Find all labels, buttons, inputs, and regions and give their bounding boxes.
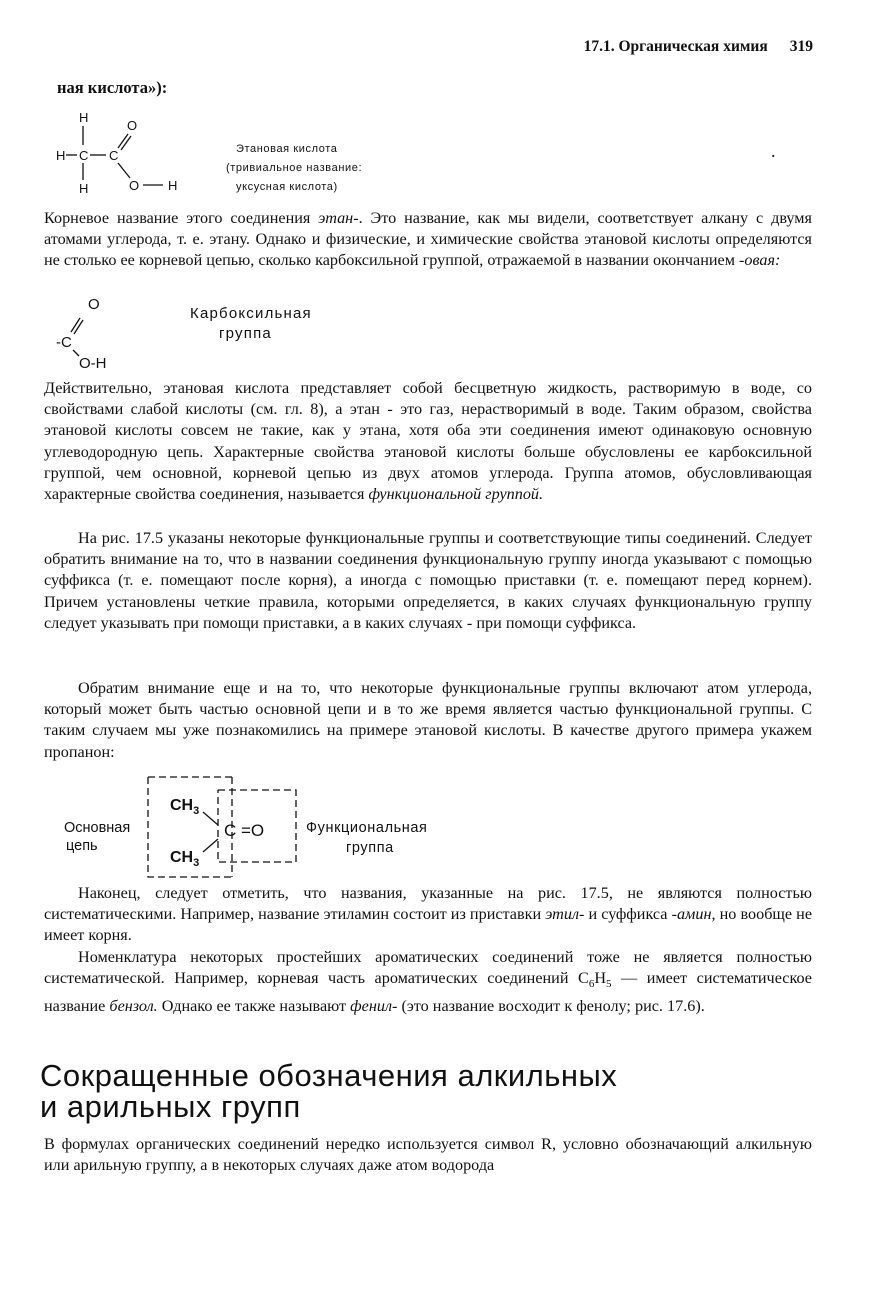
text-run: — имеет систематическое название (44, 969, 812, 1015)
carboxyl-label-line2: группа (219, 325, 272, 342)
caption-line: Этановая кислота (236, 143, 338, 155)
section-heading (40, 1060, 820, 1122)
carbonyl-group: C =O (224, 821, 265, 840)
lead-fragment: ная кислота»): (57, 78, 168, 97)
page-number: 319 (789, 38, 813, 55)
carboxyl-label-line1: Карбоксильная (190, 305, 312, 322)
bond-ch3-c-top (203, 812, 218, 825)
term-benzol: бензол. (109, 996, 158, 1015)
term-ovaya: -овая: (739, 251, 781, 270)
atom-h-hydroxyl: H (168, 178, 178, 193)
atom-o-carboxyl: O (88, 296, 100, 313)
term-amin: -амин, (671, 905, 716, 924)
text-run: но вообще не имеет корня. (44, 905, 813, 945)
term-etil: этил- (545, 905, 585, 924)
atom-c2: C (109, 148, 119, 163)
subscript: 6 (588, 978, 595, 991)
text-run: (это название восходит к фенолу; рис. 17.6). (397, 996, 705, 1015)
paragraph-not-systematic (44, 883, 812, 947)
text-run: Действительно, этановая кислота представляет собой бесцветную жидкость, растворимую в воде, со свойствами слабой кислоты (см. гл. 8), а этан - это газ, нерастворимый в воде. Таким образом, свойства этановой кислоты совсем не такие, как у этана, хотя оба эти соединения имеют одинаковую основную углеводородную цепь. Характерные свойства этановой кислоты больше обусловлены ее карбоксильной группой, чем основной, корневой цепью из двух атомов углерода. Группа атомов, обусловливающая характерные свойства соединения, называется (44, 379, 812, 504)
text-run: Обратим внимание еще и на то, что некоторые функциональные группы включают атом углерода, который может быть частью основной цепи и в то же время является частью функциональной группы. С таким случаем мы уже познакомились на примере этановой кислоты. В качестве другого примера укажем пропанон: (44, 679, 812, 761)
text-run: Корневое название этого соединения (44, 209, 319, 227)
text-run: В формулах органических соединений нередко используется символ R, условно обозначающий алкильную или арильную группу, а в некоторых случаях даже атом водорода (44, 1135, 812, 1175)
atom-o-double: O (127, 118, 138, 133)
text-run: и суффикса (584, 905, 672, 924)
atom-h-top: H (79, 110, 89, 125)
functional-group-label-line1: Функциональная (306, 820, 428, 836)
atom-o-single: O (129, 178, 140, 193)
text-run: . Это название, как мы видели, соответствует алкану с двумя атомами углерода, т. е. этану. Однако и физические, и химические свойства этановой кислоты определяются не столько ее корневой цепью, сколько карбоксильной группой, отражаемой в названии окончанием (44, 209, 812, 270)
atom-c-carboxyl: -C (56, 334, 72, 351)
section-heading-line2: и арильных групп (40, 1089, 301, 1124)
text-run: Однако ее также называют (157, 996, 351, 1015)
ch3-bottom: $CH_3$ (170, 849, 200, 869)
section-heading-line1: Сокращенные обозначения алкильных (40, 1058, 618, 1093)
paragraph-aromatic (44, 947, 812, 1017)
atom-h-bottom: H (79, 181, 89, 196)
text-run: Наконец, следует отметить, что названия, указанные на рис. 17.5, не являются полностью систематическими. Например, название этиламин состоит из приставки (44, 884, 812, 924)
text-run: Номенклатура некоторых простейших ароматических соединений тоже не является полностью систематической. Например, корневая часть ароматических соединений C (44, 948, 812, 988)
stray-dot: . (771, 141, 776, 161)
paragraph-r-symbol (44, 1134, 812, 1176)
main-chain-label-line1: Основная (64, 820, 131, 836)
caption-line: (тривиальное название: (226, 162, 363, 174)
text-run: H (594, 969, 607, 988)
header-section: 17.1. Органическая химия (583, 38, 768, 55)
subscript: 5 (606, 978, 612, 991)
term-fenil: фенил- (350, 996, 398, 1015)
ch3-top: $CH_3$ (170, 797, 200, 817)
functional-group-label-line2: группа (346, 840, 394, 856)
term-functional-group: функциональной группой. (368, 485, 544, 504)
bond-ch3-c-bottom (203, 839, 218, 852)
main-chain-label-line2: цепь (66, 838, 98, 854)
term-etan: этан- (318, 209, 359, 227)
caption-line: уксусная кислота) (236, 181, 338, 193)
atom-oh-carboxyl: O-H (79, 355, 107, 372)
atom-c1: C (79, 148, 89, 163)
atom-h-left: H (56, 148, 66, 163)
text-run: На рис. 17.5 указаны некоторые функциональные группы и соответствующие типы соединений. Следует обратить внимание на то, что в названии соединения функциональную группу иногда указывают с помощью суффикса (т. е. помещают после корня), а иногда с помощью приставки (т. е. помещают перед корнем). Причем установлены четкие правила, которыми определяется, в каких случаях функциональную группу следует указывать при помощи приставки, а в каких случаях - при помощи суффикса. (44, 529, 812, 632)
